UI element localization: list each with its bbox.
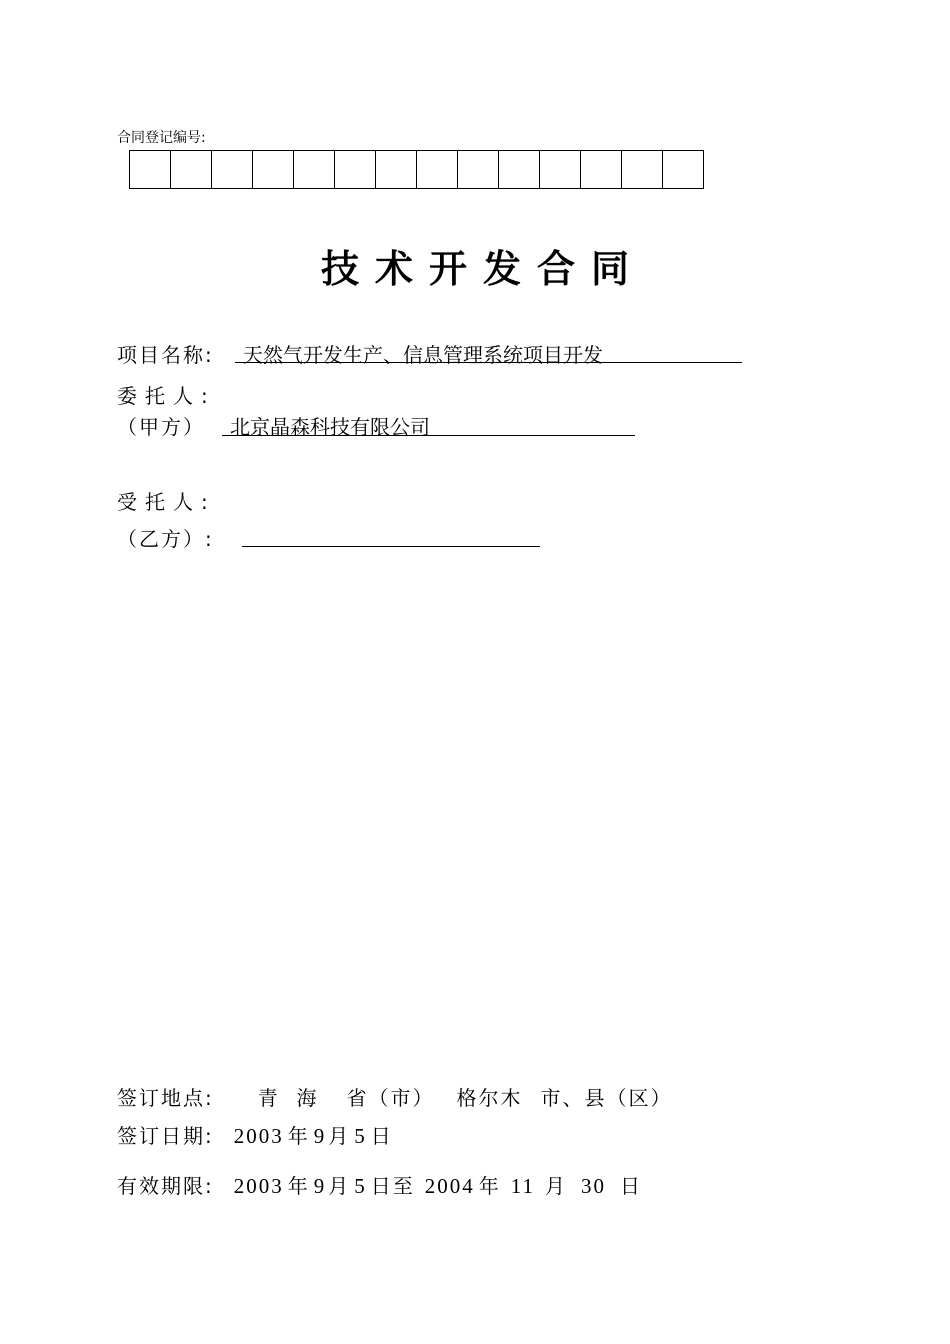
validity-start-month: 9: [313, 1174, 327, 1198]
registration-number-cell[interactable]: [581, 151, 622, 188]
registration-number-cell[interactable]: [253, 151, 294, 188]
signing-place-city: 格尔木: [456, 1086, 523, 1110]
signing-place-row: [117, 1082, 672, 1111]
registration-number-cell[interactable]: [130, 151, 171, 188]
signing-date-day: 5: [354, 1124, 367, 1148]
signing-date-label: 签订日期:: [117, 1124, 214, 1148]
validity-start-year-unit: 年: [287, 1174, 310, 1198]
registration-number-cell[interactable]: [417, 151, 458, 188]
signing-date-month: 9: [313, 1124, 327, 1148]
registration-number-cell[interactable]: [499, 151, 540, 188]
registration-number-cell[interactable]: [171, 151, 212, 188]
registration-number-cell[interactable]: [212, 151, 253, 188]
validity-end-day-unit: 日: [619, 1174, 642, 1198]
validity-end-year: 2004: [424, 1174, 475, 1198]
project-name-value: 天然气开发生产、信息管理系统项目开发: [243, 343, 603, 367]
signing-date-year: 2003: [233, 1124, 284, 1148]
contractor-label: 受托人:: [117, 490, 216, 514]
signing-date-month-unit: 月: [328, 1124, 351, 1148]
registration-number-cell[interactable]: [540, 151, 581, 188]
client-label: 委托人:: [117, 384, 216, 408]
validity-start-day: 5: [354, 1174, 367, 1198]
validity-start-day-unit: 日至: [370, 1174, 415, 1198]
party-b-label: （乙方）:: [117, 527, 214, 551]
signing-date-row: [117, 1120, 393, 1149]
validity-label: 有效期限:: [117, 1174, 214, 1198]
registration-number-cell[interactable]: [335, 151, 376, 188]
registration-number-cell[interactable]: [376, 151, 417, 188]
party-a-value: 北京晶森科技有限公司: [230, 415, 430, 439]
signing-place-province-unit: 省（市）: [346, 1086, 435, 1110]
document-title: 技术开发合同: [320, 246, 645, 291]
signing-date-day-unit: 日: [370, 1124, 393, 1148]
party-b-underline: [242, 546, 540, 547]
signing-place-city-unit: 市、县（区）: [540, 1086, 673, 1110]
validity-start-year: 2003: [233, 1174, 284, 1198]
project-name-label: 项目名称:: [117, 343, 214, 367]
validity-start-month-unit: 月: [328, 1174, 351, 1198]
validity-end-month-unit: 月: [544, 1174, 567, 1198]
registration-number-cell[interactable]: [663, 151, 704, 188]
registration-number-cell[interactable]: [622, 151, 663, 188]
registration-number-cell[interactable]: [294, 151, 335, 188]
signing-date-year-unit: 年: [287, 1124, 310, 1148]
validity-end-month: 11: [510, 1174, 535, 1198]
party-a-underline: [222, 435, 635, 436]
signing-place-label: 签订地点:: [117, 1086, 214, 1110]
validity-end-year-unit: 年: [478, 1174, 501, 1198]
registration-number-cell[interactable]: [458, 151, 499, 188]
signing-place-province: 青 海: [257, 1086, 319, 1110]
party-a-label: （甲方）: [117, 415, 205, 439]
registration-number-label: 合同登记编号:: [117, 130, 206, 146]
project-name-underline: [235, 362, 742, 363]
registration-number-grid: [129, 150, 704, 189]
validity-end-day: 30: [580, 1174, 606, 1198]
validity-row: [117, 1170, 642, 1199]
